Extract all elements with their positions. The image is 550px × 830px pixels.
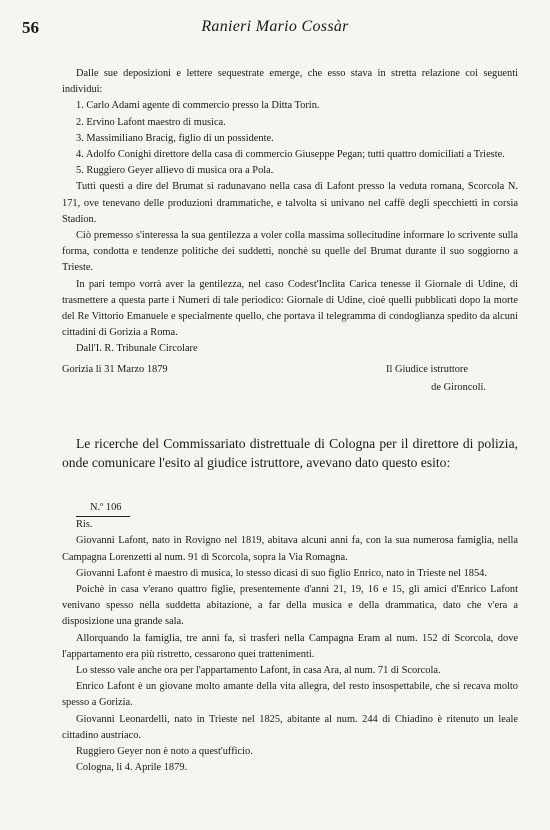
date-place: Gorizia li 31 Marzo 1879 bbox=[62, 363, 168, 375]
letter-paragraph: Tutti questi a dire del Brumat si radunavano nella casa di Lafont presso la veduta romana, Scorcola N. 171, ove tenevano delle produzioni drammatiche, e talvolta si univano nel caffè degli specchietti in corsia Stadion. bbox=[62, 181, 518, 225]
ref-number: N.º 106 bbox=[76, 500, 130, 517]
list-item: 5. Ruggiero Geyer allievo di musica ora a Pola. bbox=[76, 165, 274, 177]
closing-line: Cologna, li 4. Aprile 1879. bbox=[76, 762, 188, 774]
signature-block bbox=[62, 362, 518, 380]
report-paragraph: Lo stesso vale anche ora per l'appartamento Lafont, in casa Ara, al num. 71 di Scorcola. bbox=[76, 665, 441, 677]
running-head: Ranieri Mario Cossàr bbox=[201, 18, 349, 35]
list-item: 2. Ervino Lafont maestro di musica. bbox=[76, 116, 226, 128]
report-paragraph: Allorquando la famiglia, tre anni fa, si trasferì nella Campagna Eram al num. 152 di Scorcola, dove l'appartamento era più ristretto, cessarono quei trattenimenti. bbox=[62, 632, 518, 660]
report-paragraph: Giovanni Leonardelli, nato in Trieste nel 1825, abitante al num. 244 di Chiadino è ritenuto un leale cittadino austriaco. bbox=[62, 713, 518, 741]
list-item: 1. Carlo Adami agente di commercio presso la Ditta Torin. bbox=[76, 100, 320, 112]
report-paragraph: Ruggiero Geyer non è noto a quest'ufficio. bbox=[76, 746, 253, 758]
reference-number bbox=[62, 500, 518, 517]
report-paragraph: Giovanni Lafont, nato in Rovigno nel 1819, abitava alcuni anni fa, con la sua numerosa famiglia, nella Campagna Lorenzetti al num. 91 di Scorcola, sopra la Via Romagna. bbox=[62, 535, 518, 563]
letter-paragraph: Ciò premesso s'interessa la sua gentilezza a voler colla massima sollecitudine informare lo scrivente sulla forma, condotta e tendenze politiche dei suddetti, nonchè su quelle del Brumat durante il suo soggiorno a Trieste. bbox=[62, 230, 518, 274]
letter-paragraph: In pari tempo vorrà aver la gentilezza, nel caso Codest'Inclita Carica tenesse il Giornale di Udine, di trasmettere a questa parte i Numeri di tale periodico: Giornale di Udine, cioè quelli pubblicati dopo la morte del Re Vittorio Emanuele e specialmente quello, che portava il telegramma di condoglianza spedito da alcuni cittadini di Gorizia a Roma. bbox=[62, 278, 518, 339]
report-paragraph: Enrico Lafont è un giovane molto amante della vita allegra, del resto insospettabile, che si recava molto spesso a Gorizia. bbox=[62, 681, 518, 709]
section-intro bbox=[62, 434, 518, 472]
report-paragraph: Giovanni Lafont è maestro di musica, lo stesso dicasi di suo figlio Enrico, nato in Trieste nel 1854. bbox=[76, 567, 487, 579]
tribunal-line: Dall'I. R. Tribunale Circolare bbox=[76, 343, 198, 355]
letter-body bbox=[62, 66, 518, 396]
intro-paragraph: Le ricerche del Commissariato distrettuale di Cologna per il direttore di polizia, onde comunicare l'esito al giudice istruttore, avevano dato questo esito: bbox=[62, 436, 518, 470]
list-item: 3. Massimiliano Bracig, figlio di un possidente. bbox=[76, 132, 274, 144]
list-item: 4. Adolfo Conighi direttore della casa di commercio Giuseppe Pegan; tutti quattro domiciliati a Trieste. bbox=[76, 149, 505, 161]
report-paragraph: Poichè in casa v'erano quattro figlie, presentemente d'anni 21, 19, 16 e 15, gli amici d'Enrico Lafont venivano spesso nella suddetta abitazione, a far della musica e della drammatica, dato che v'era a disposizione una grande sala. bbox=[62, 584, 518, 628]
signature-title: Il Giudice istruttore bbox=[386, 363, 468, 375]
letter-intro: Dalle sue deposizioni e lettere sequestrate emerge, che esso stava in stretta relazione coi seguenti individui: bbox=[62, 68, 518, 96]
ref-label: Ris. bbox=[76, 519, 93, 531]
signature-name: de Gironcoli. bbox=[431, 381, 486, 393]
page-number: 56 bbox=[22, 18, 39, 37]
report-body bbox=[62, 500, 518, 776]
page-header bbox=[22, 18, 528, 44]
